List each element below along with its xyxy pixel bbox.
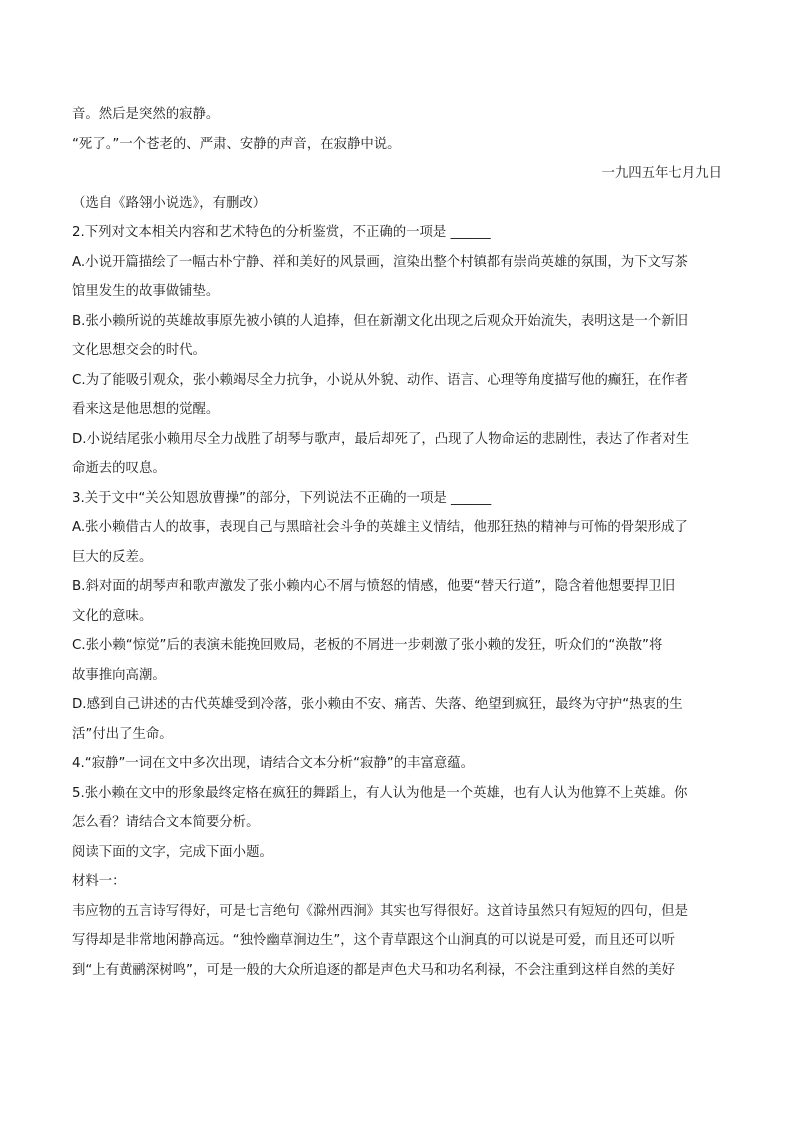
text-line: 巨大的反差。: [72, 549, 153, 565]
text-line: 活”付出了生命。: [72, 726, 173, 742]
document-page: [72, 100, 722, 985]
text-line: D.感到自己讲述的古代英雄受到冷落，张小赖由不安、痛苦、失落、绝望到疯狂，最终为守护“热衷的生: [72, 697, 683, 712]
text-line: 故事推向高潮。: [72, 667, 166, 683]
text-line: 文化的意味。: [72, 608, 153, 624]
text-line: A.张小赖借古人的故事，表现自己与黑暗社会斗争的英雄主义情结，他那狂热的精神与可怖的骨架形成了: [72, 520, 688, 535]
text-line: 韦应物的五言诗写得好，可是七言绝句《滁州西涧》其实也写得很好。这首诗虽然只有短短的四句，但是: [72, 903, 688, 919]
text-line: 看来这是他思想的觉醒。: [72, 402, 220, 417]
text-line: 命逝去的叹息。: [72, 461, 166, 476]
text-line: A.小说开篇描绘了一幅古朴宁静、祥和美好的风景画，渲染出整个村镇都有崇尚英雄的氛围，为下文写茶: [72, 254, 688, 270]
text-line: 材料一：: [72, 874, 126, 889]
text-line: B.张小赖所说的英雄故事原先被小镇的人追捧，但在新潮文化出现之后观众开始流失，表明这是一个新旧: [72, 313, 689, 329]
text-line: 5.张小赖在文中的形象最终定格在疯狂的舞蹈上，有人认为他是一个英雄，也有人认为他算不上英雄。你: [72, 785, 688, 801]
text-line: 到“上有黄鹂深树鸣”，可是一般的大众所追逐的都是声色犬马和功名利禄，不会注重到这样自然的美好: [72, 962, 676, 978]
text-line: 阅读下面的文字，完成下面小题。: [72, 844, 273, 860]
text-line: 3.关于文中“关公知恩放曹操”的部分，下列说法不正确的一项是 ______: [72, 490, 492, 506]
text-line: C.张小赖“惊觉”后的表演未能挽回败局，老板的不屑进一步刺激了张小赖的发狂，听众们的“涣散”将: [72, 638, 663, 653]
text-line: 写得却是非常地闲静高远。“独怜幽草涧边生”，这个青草跟这个山涧真的可以说是可爱，而且还可以听: [72, 933, 676, 948]
text-line: C.为了能吸引观众，张小赖竭尽全力抗争，小说从外貌、动作、语言、心理等角度描写他的癫狂，在作者: [72, 372, 689, 388]
text-line: D.小说结尾张小赖用尽全力战胜了胡琴与歌声，最后却死了，凸现了人物命运的悲剧性，表达了作者对生: [72, 431, 690, 447]
text-line: 4.“寂静”一词在文中多次出现，请结合文本分析“寂静”的丰富意蕴。: [72, 756, 475, 771]
text-line: “死了。”一个苍老的、严肃、安静的声音，在寂静中说。: [72, 136, 401, 152]
text-line: 怎么看？请结合文本简要分析。: [72, 815, 260, 830]
text-line: 文化思想交会的时代。: [72, 343, 206, 358]
text-line: B.斜对面的胡琴声和歌声激发了张小赖内心不屑与愤怒的情感，他要“替天行道”，隐含着他想要捍卫旧: [72, 579, 676, 594]
text-line: 音。然后是突然的寂静。: [72, 107, 220, 122]
text-line: 一九四五年七月九日: [601, 166, 722, 181]
text-line: 馆里发生的故事做铺垫。: [72, 284, 220, 299]
text-line: （选自《路翎小说选》，有删改）: [72, 195, 267, 211]
text-line: 2.下列对文本相关内容和艺术特色的分析鉴赏，不正确的一项是 ______: [72, 225, 491, 240]
